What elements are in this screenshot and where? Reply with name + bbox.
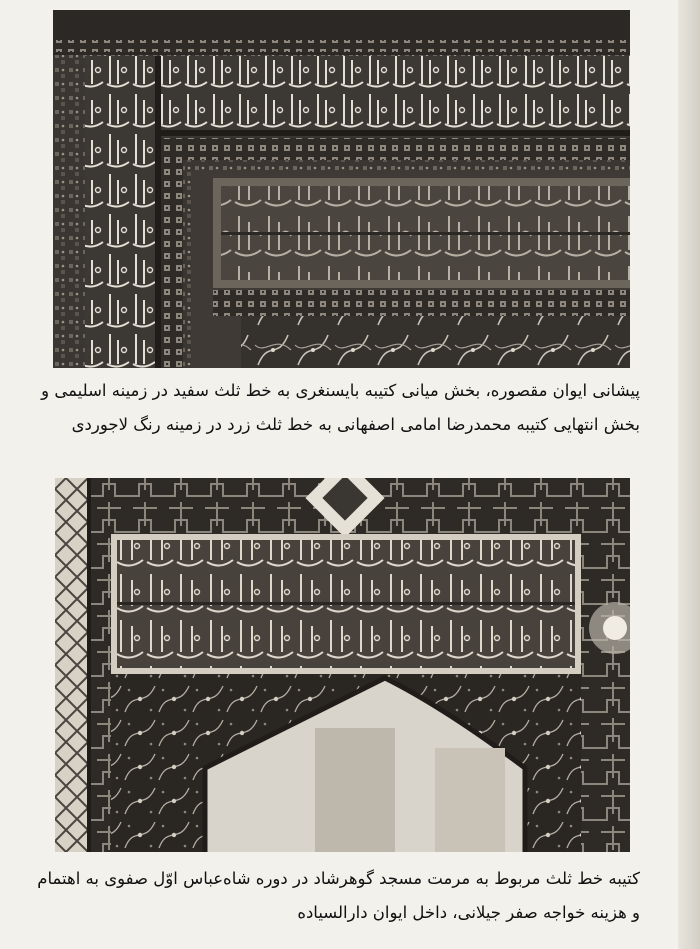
page-edge	[678, 0, 700, 949]
tile-inscription-image-top	[53, 10, 630, 368]
caption-top	[40, 374, 640, 442]
photo-bottom	[55, 478, 630, 852]
tile-inscription-image-bottom	[55, 478, 630, 852]
caption-line: کتیبه خط ثلث مربوط به مرمت مسجد گوهرشاد در دوره شاه‌عباس اوّل صفوی به اهتمام	[37, 869, 640, 888]
caption-line: پیشانی ایوان مقصوره، بخش میانی کتیبه بایسنغری به خط ثلث سفید در زمینه اسلیمی و	[41, 381, 640, 400]
caption-bottom	[37, 862, 640, 930]
photo-top	[53, 10, 630, 368]
caption-line: و هزینه خواجه صفر جیلانی، داخل ایوان دارالسیاده	[297, 903, 640, 922]
caption-line: بخش انتهایی کتیبه محمدرضا امامی اصفهانی به خط ثلث زرد در زمینه رنگ لاجوردی	[71, 415, 640, 434]
